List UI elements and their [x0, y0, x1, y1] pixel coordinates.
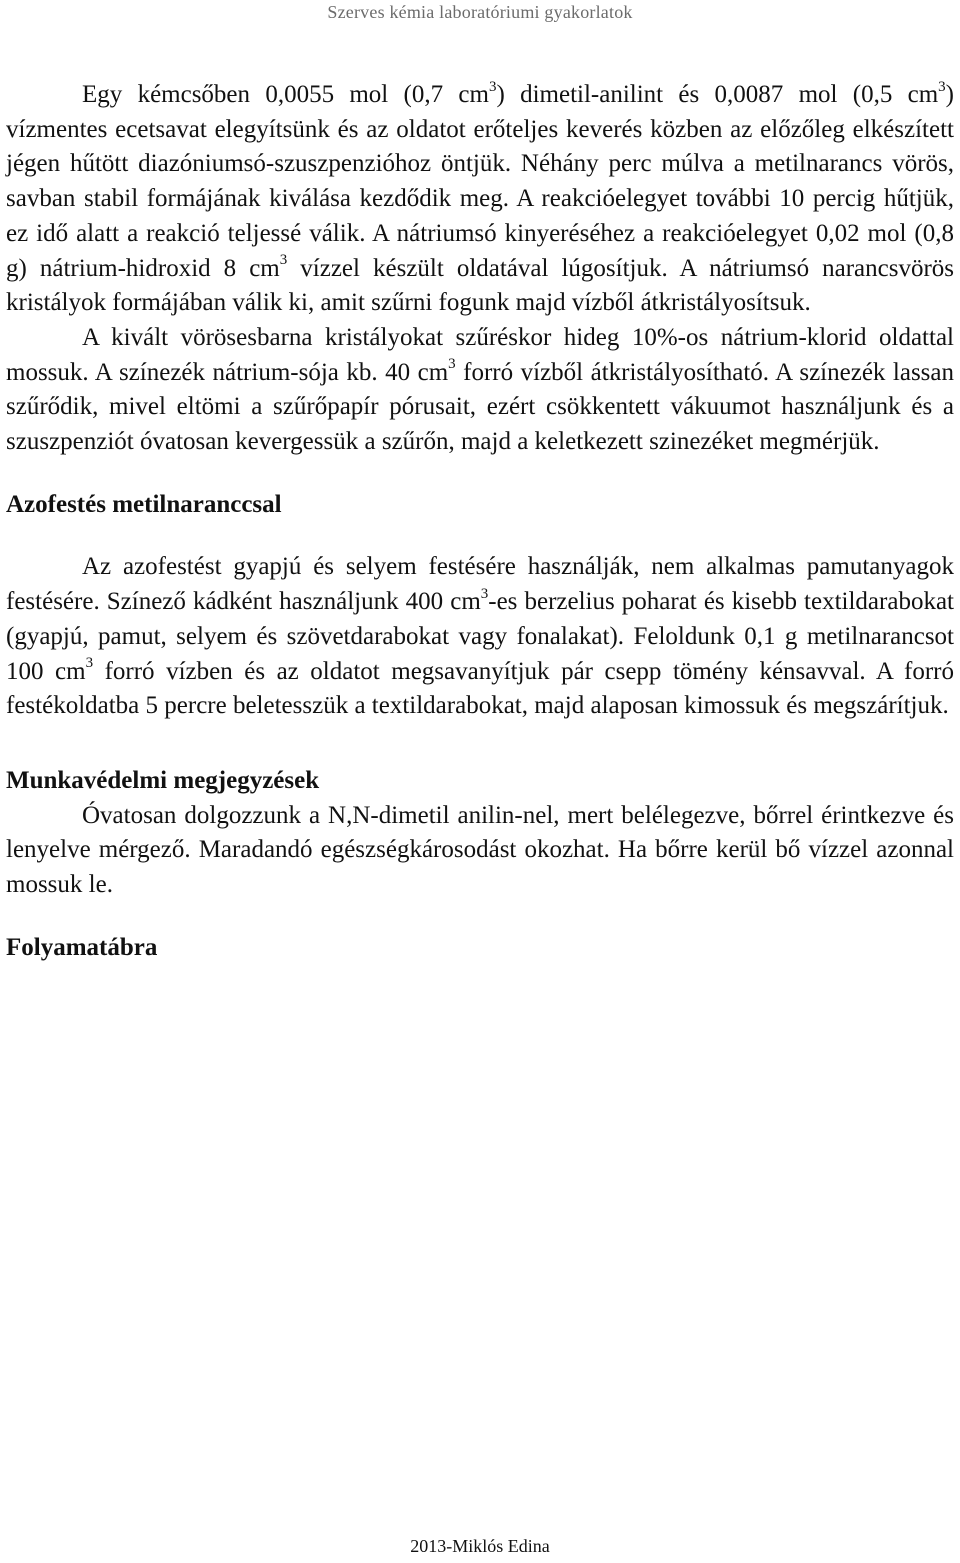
paragraph-dyeing [6, 550, 954, 724]
text-run: Egy kémcsőben 0,0055 mol (0,7 cm [82, 81, 489, 108]
text-run: Az azofestést gyapjú és selyem festésére használják, nem alkalmas pamutanyagok festésére. Színező kádként használjunk 400 cm [6, 553, 954, 616]
text-run: A kivált vörösesbarna kristályokat szűréskor hideg 10%-os nátrium-klorid oldattal mossuk. A színezék nátrium-sója kb. 40 cm [6, 323, 954, 386]
section-heading-munkavedelmi: Munkavédelmi megjegyzések [6, 766, 320, 794]
text-run: vízzel készült oldatával lúgosítjuk. A nátriumsó narancsvörös kristályok formájában válik ki, amit szűrni fogunk majd vízből átkristályosítsuk. [6, 254, 954, 317]
section-heading-azofestes: Azofestés metilnaranccsal [6, 490, 282, 518]
text-run: -es berzelius poharat és kisebb textildarabokat (gyapjú, pamut, selyem és szövetdarabokat vagy fonalakat). Feloldunk 0,1 g metilnarancsot 100 cm [6, 588, 954, 685]
paragraph-safety: Óvatosan dolgozzunk a N,N-dimetil anilin-nel, mert belélegezve, bőrrel érintkezve és lenyelve mérgező. Maradandó egészségkárosodást okozhat. Ha bőrre kerül bő vízzel azonnal mossuk le. [6, 801, 954, 899]
running-footer: 2013-Miklós Edina [410, 1536, 550, 1556]
superscript: 3 [488, 78, 497, 95]
paragraph-procedure [6, 78, 954, 321]
superscript: 3 [938, 78, 946, 95]
section-heading-folyamatabra: Folyamatábra [6, 933, 158, 961]
text-run: forró vízben és az oldatot megsavanyítjuk pár csepp tömény kénsavval. A forró festékoldatba 5 percre beletesszük a textildarabokat, majd alaposan kimossuk és megszárítjuk. [6, 657, 954, 720]
superscript: 3 [480, 585, 489, 602]
superscript: 3 [448, 356, 456, 373]
text-run: ) dimetil-anilint és 0,0087 mol (0,5 cm [496, 81, 939, 108]
running-header: Szerves kémia laboratóriumi gyakorlatok [327, 2, 633, 22]
superscript: 3 [279, 252, 288, 269]
document-body [6, 78, 954, 965]
paragraph-purification [6, 321, 954, 460]
text-run: ) vízmentes ecetsavat elegyítsünk és az oldatot erőteljes keverés közben az előzőleg elkészített jégen hűtött diazóniumsó-szuszpenzióhoz öntjük. Néhány perc múlva a metilnarancs vörös, savban stabil formájának kiválása kezdődik meg. A reakcióelegyet további 10 percig hűtjük, ez idő alatt a reakció teljessé válik. A nátriumsó kinyeréséhez a reakcióelegyet 0,02 mol (0,8 g) nátrium-hidroxid 8 cm [6, 81, 954, 282]
text-run: forró vízből átkristályosítható. A színezék lassan szűrődik, mivel eltömi a szűrőpapír pórusait, ezért csökkentett vákuumot használjunk és a szuszpenziót óvatosan kevergessük a szűrőn, majd a keletkezett szinezéket megmérjük. [6, 358, 955, 456]
superscript: 3 [85, 655, 94, 672]
